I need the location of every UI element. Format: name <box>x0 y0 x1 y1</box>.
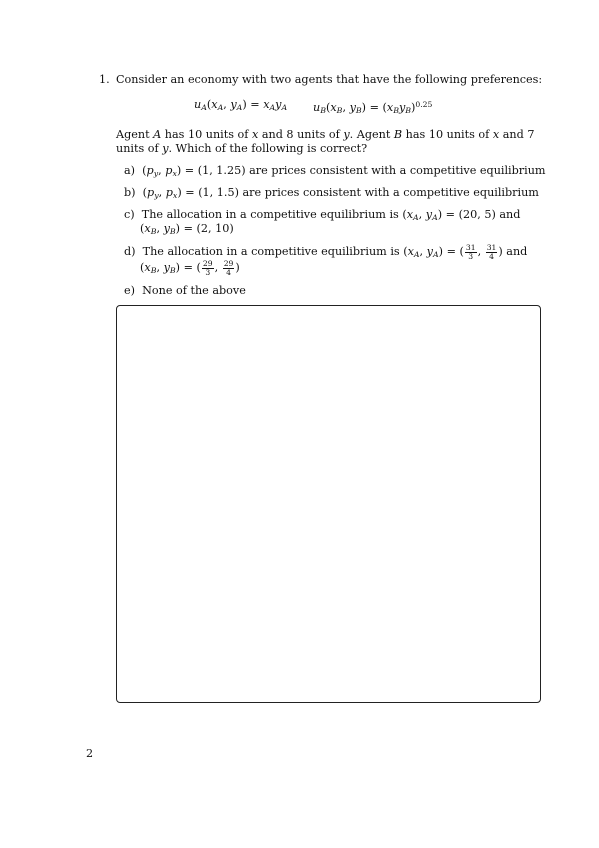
question-number: 1. <box>99 73 110 86</box>
option-e-label: e) <box>124 284 135 297</box>
endowments-line-2: units of y. Which of the following is correct? <box>116 142 368 155</box>
option-d: d) The allocation in a competitive equilibrium is ($x_A$, $y_A$) = ( $\frac{31}{3}$ , $\frac{31}{4}$ ) and <box>124 243 528 261</box>
option-e-text: None of the above <box>142 284 246 297</box>
option-e <box>124 284 246 298</box>
option-c-continuation: ($x_B$, $y_B) = (2$, 10) <box>140 222 234 236</box>
option-d-continuation: ($x_B$, $y_B$) = ( $\frac{29}{3}$ , $\frac{29}{4}$ ) <box>140 259 240 277</box>
endowments-line-1: Agent A has 10 units of x and 8 units of y. Agent B has 10 units of x and 7 <box>116 128 535 141</box>
option-c: c) The allocation in a competitive equilibrium is ($x_A$, $y_A) = (20$, 5) and <box>124 208 521 222</box>
answer-box[interactable] <box>116 305 541 703</box>
option-a: a) ($p_y$, $p_x) = (1$, 1.25) are prices consistent with a competitive equilibrium <box>124 164 546 178</box>
question-intro: Consider an economy with two agents that have the following preferences: <box>116 73 543 86</box>
option-b-label: b) <box>124 186 136 199</box>
utility-b-formula: $u_B(x_B$, $y_B) = (x_By_B)^{0.25}$ <box>313 100 433 116</box>
option-a-label: a) <box>124 164 136 177</box>
utility-a-formula: $u_A(x_A$, $y_A) = x_Ay_A$ <box>194 98 288 112</box>
page-number: 2 <box>86 747 94 760</box>
option-c-label: c) <box>124 208 135 221</box>
option-b: b) ($p_y$, $p_x) = (1$, 1.5) are prices consistent with a competitive equilibrium <box>124 186 539 200</box>
option-d-label: d) <box>124 245 136 259</box>
